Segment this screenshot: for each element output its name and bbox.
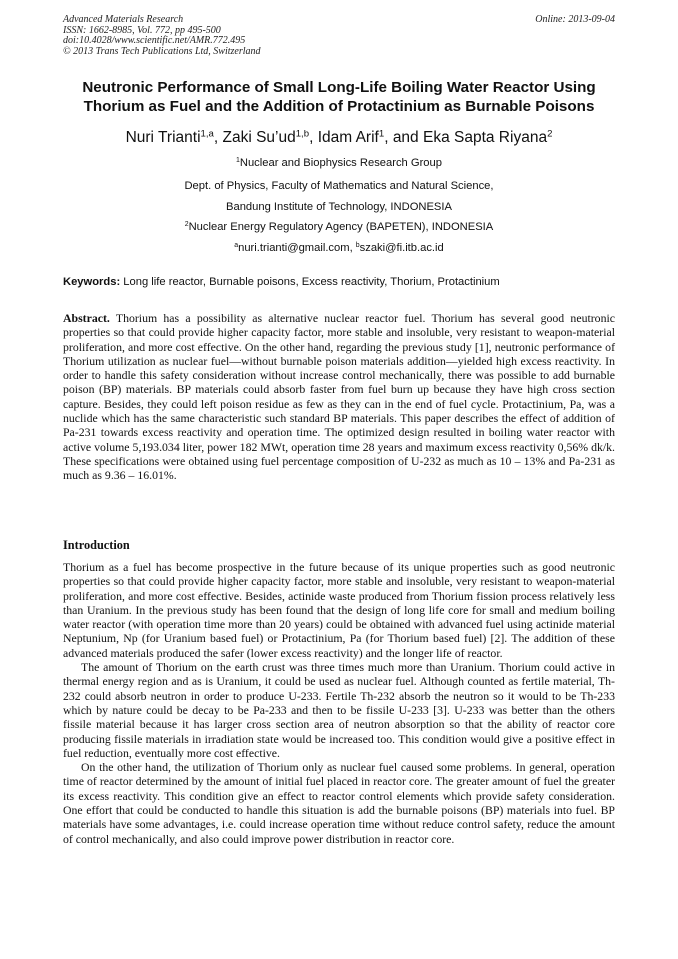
author-separator: , <box>309 129 318 146</box>
author-name: Zaki Su’ud <box>222 129 296 146</box>
abstract <box>63 311 615 483</box>
author-name: Eka Sapta Riyana <box>422 129 548 146</box>
abstract-text: Thorium has a possibility as alternative nuclear reactor fuel. Thorium has several good neutronic properties so that could provide higher capacity factor, more stable and insoluble, very resistant to weapon-material proliferation, and more cost effective. On the other hand, regarding the previous study [1], neutronic performance of Thorium utilization as nuclear fuel—without burnable poison materials addition—yielded high excess reactivity. In order to handle this safety consideration without increase control mechanically, there was possible to add burnable poison (BP) materials. BP materials could absorb faster from fuel burn up because they have high cross section capture. Besides, they could left poison residue as few as they can in the end of fuel cycle. Protactinium, Pa, was a nuclide which has the same characteristic such standard BP materials. This paper describes the effect of addition of Pa-231 towards excess reactivity and operation time. The optimized design resulted in boiling water reactor with active volume 5,193.034 liter, power 182 MWt, operation time 28 years and maximum excess reactivity 0,56% dk/k. These specifications were obtained using fuel percentage composition of U-232 as much as 10 – 13% and Pa-231 as much as 9.36 – 16.01%. <box>63 311 615 483</box>
email-address: nuri.trianti@gmail.com, <box>238 242 356 254</box>
copyright-line: © 2013 Trans Tech Publications Ltd, Switzerland <box>63 45 261 57</box>
paper-title <box>40 79 638 116</box>
email-mark: a <box>234 242 239 250</box>
keywords-label: Keywords: <box>63 276 121 288</box>
affiliation-text: Nuclear and Biophysics Research Group <box>239 157 442 169</box>
author-list <box>0 128 678 148</box>
author-affiliation-mark: 1 <box>378 128 385 140</box>
author-affiliation-mark: 2 <box>547 128 553 140</box>
author-name: Idam Arif <box>317 129 379 146</box>
issn-line: ISSN: 1662-8985, Vol. 772, pp 495-500 <box>63 24 221 36</box>
affiliation-institute: Bandung Institute of Technology, INDONESIA <box>226 201 452 213</box>
paragraph: On the other hand, the utilization of Thorium only as nuclear fuel caused some problems. In general, operation time of reactor determined by the amount of initial fuel placed in reactor core. The greater amount of fuel the greater its excess reactivity. This condition give an effect to reactor control elements which provide safety consideration. One effort that could be conducted to handle this situation is add the burnable poisons (BP) materials into fuel. BP materials have some advantages, i.e. could increase operation time without reduce control safety, reduce the amount of control mechanically, and also could improve power distribution in reactor core. <box>63 760 615 846</box>
online-date: Online: 2013-09-04 <box>535 14 615 25</box>
author-separator: , and <box>384 129 423 146</box>
title-line-1: Neutronic Performance of Small Long-Life Boiling Water Reactor Using <box>82 79 596 96</box>
author-affiliation-mark: 1,a <box>200 128 214 140</box>
section-heading-introduction: Introduction <box>63 538 130 552</box>
journal-header <box>63 15 615 57</box>
affiliation-text: Nuclear Energy Regulatory Agency (BAPETEN), INDONESIA <box>188 221 494 233</box>
keywords <box>63 275 623 289</box>
introduction-body <box>63 560 615 846</box>
paragraph: The amount of Thorium on the earth crust was three times much more than Uranium. Thorium could active in thermal energy region and as is Uranium, it could be used as nuclear fuel. Although counted as fertile material, Th-232 could absorb neutron in order to produce U-233. Fertile Th-232 absorb the neutron so it would to be Th-233 which by nature could be decay to be Pa-233 and then to be fissile U-233 [3]. U-233 was better than the others fissile material because it has larger cross section area of neutron absorption so that the ability of reactor core producing fissile materials in irradiation state would be increased too. This condition would give a positive effect in fuel reduction, eventually more cost effective. <box>63 660 615 760</box>
affiliation-2 <box>0 220 678 234</box>
doi-line: doi:10.4028/www.scientific.net/AMR.772.495 <box>63 35 246 46</box>
journal-name: Advanced Materials Research <box>63 14 184 25</box>
author-separator: , <box>213 129 223 146</box>
affiliation-mark: 2 <box>184 221 189 229</box>
affiliation-department: Dept. of Physics, Faculty of Mathematics and Natural Science, <box>184 180 494 192</box>
paragraph: Thorium as a fuel has become prospective in the future because of its unique properties such as good neutronic properties so that could provide higher capacity factor, more stable and insoluble, very resistant to weapon-material proliferation, and more cost effective. Besides, actinide waste produced from Thorium fission process relatively less than Uranium. In the previous study has been found that the design of long life core for small and medium boiling water reactor (with operation time more than 20 years) could be obtained with advanced fuel using actinide material Neptunium, Np (for Uranium based fuel) or Protactinium, Pa (for Thorium based fuel) [2]. The addition of these advanced materials produced the safer (lower excess reactivity) and the longer life of reactor. <box>63 560 615 660</box>
abstract-label: Abstract. <box>63 311 110 325</box>
author-affiliation-mark: 1,b <box>295 128 310 140</box>
affiliation-1 <box>0 156 678 170</box>
affiliation-mark: 1 <box>236 157 240 165</box>
email-address: szaki@fi.itb.ac.id <box>359 242 444 254</box>
title-line-2: Thorium as Fuel and the Addition of Protactinium as Burnable Poisons <box>83 97 595 115</box>
author-name: Nuri Trianti <box>125 129 201 146</box>
keywords-text: Long life reactor, Burnable poisons, Excess reactivity, Thorium, Protactinium <box>120 276 500 288</box>
author-emails <box>0 241 678 255</box>
email-mark: b <box>355 242 360 250</box>
